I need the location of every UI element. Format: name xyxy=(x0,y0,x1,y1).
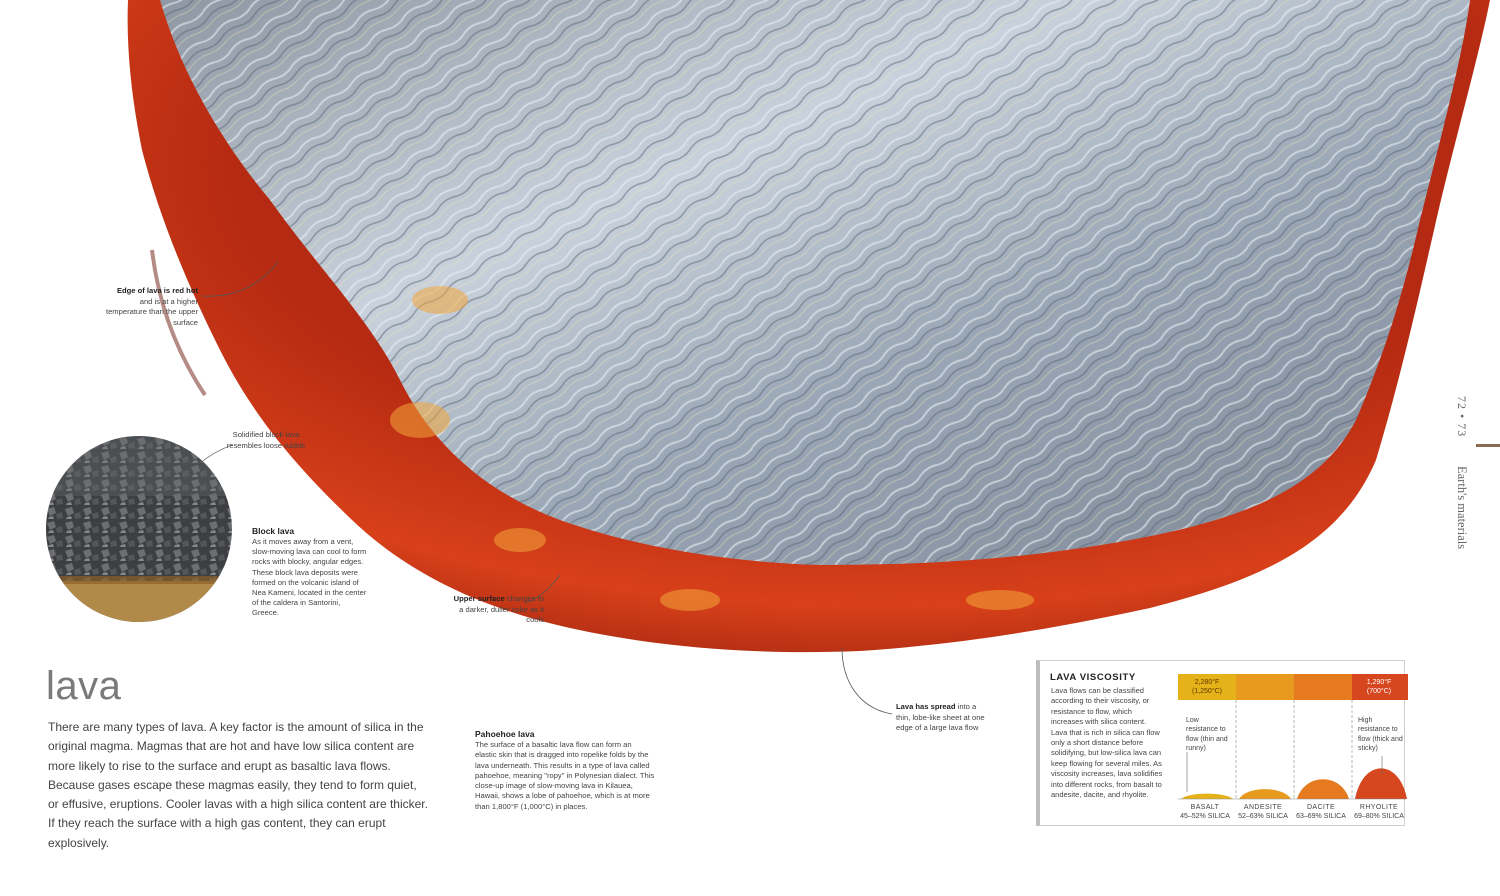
temperature-band-dacite xyxy=(1294,674,1352,700)
lava-mound-andesite xyxy=(1239,789,1291,799)
temperature-band-andesite xyxy=(1236,674,1294,700)
temp-high-label: 1,290°F (700°C) xyxy=(1366,679,1392,696)
low-resistance-note: Low resistance to flow (thin and runny) xyxy=(1186,717,1228,753)
lava-mound-dacite xyxy=(1297,779,1349,799)
block-rubble-annotation: Solidified block lava resembles loose rubble xyxy=(226,430,306,450)
block-lava-heading: Block lava xyxy=(252,526,295,536)
viscosity-text: Lava flows can be classified according to their viscosity, or resistance to flow, which increases with silica content. Lava that is rich in silica can flow only a short distance before solidifying, but low-silica lava can keep flowing for several miles. As viscosity increases, lava solidifies into different rocks, from basalt to andesite, dacite, and rhyolite. xyxy=(1051,686,1163,800)
lava-mound-basalt xyxy=(1181,794,1233,799)
rock-label-dacite: DACITE 63–69% SILICA xyxy=(1296,804,1346,821)
page-numbers: 72 • 73 xyxy=(1455,396,1469,438)
pahoehoe-heading: Pahoehoe lava xyxy=(475,729,535,739)
intro-paragraph: There are many types of lava. A key factor is the amount of silica in the original magma. Magmas that are hot and have low silica content are more likely to rise to the surface and erupt as basaltic lava flows. Because gases escape these magmas easily, they tend to form quiet, or effusive, eruptions. Cooler lavas with a high silica content are thicker. If they reach the surface with a high gas content, they can erupt explosively. xyxy=(48,720,428,850)
pahoehoe-text: The surface of a basaltic lava flow can form an elastic skin that is dragged into ropelike folds by the lava underneath. This results in a type of lava called pahoehoe, meaning "ropy" in Polynesian dialect. This close-up image of slow-moving lava in Kilauea, Hawaii, shows a lobe of pahoehoe, which is at more than 1,800°F (1,000°C) in places. xyxy=(475,740,655,811)
edge-annotation: Edge of lava is red hot and is at a higher temperature than the upper surface xyxy=(105,286,198,327)
section-title: Earth's materials xyxy=(1455,466,1469,550)
upper-surface-annotation: Upper surface changes to a darker, duller color as it cools xyxy=(453,594,544,624)
spread-annotation: Lava has spread into a thin, lobe-like sheet at one edge of a large lava flow xyxy=(896,702,985,732)
page-title: lava xyxy=(46,664,122,708)
folio-rule xyxy=(1476,444,1500,447)
folio xyxy=(1452,390,1476,580)
block-lava-photo xyxy=(46,436,232,622)
temp-low-label: 2,280°F (1,250°C) xyxy=(1191,679,1223,696)
rock-label-andesite: ANDESITE 52–63% SILICA xyxy=(1238,804,1288,821)
rock-label-rhyolite: RHYOLITE 69–80% SILICA xyxy=(1354,804,1404,821)
viscosity-heading: LAVA VISCOSITY xyxy=(1050,672,1136,683)
lava-mound-rhyolite xyxy=(1355,768,1407,799)
rock-label-basalt: BASALT 45–52% SILICA xyxy=(1180,804,1230,821)
high-resistance-note: High resistance to flow (thick and sticky) xyxy=(1358,717,1403,753)
block-lava-text: As it moves away from a vent, slow-moving lava can cool to form rocks with blocky, angular edges. These block lava deposits were formed on the volcanic island of Nea Kameni, located in the center of the caldera in Santorini, Greece. xyxy=(252,537,367,618)
